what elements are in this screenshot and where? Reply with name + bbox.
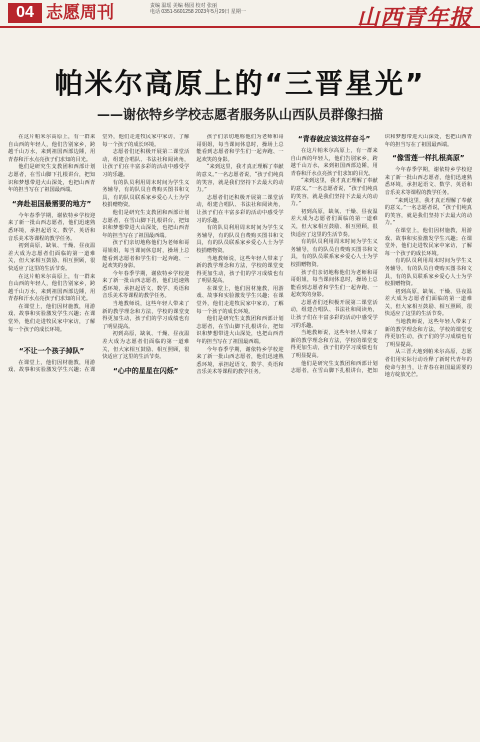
paragraph: 他们是研究生支教团和西部计划志愿者，在雪山脚下扎根讲台，把知识和梦想带进大山深处，也把山西青年的担当写在了祖国最西端。	[196, 316, 284, 346]
paragraph: 有的队员利用周末时间为学生义务辅导，有的队员自费购买图书和文具，有的队员联系家乡爱心人士为学校捐赠物资。	[196, 225, 284, 254]
paragraph: 从三晋大地到帕米尔高原，志愿者们用实际行动诠释了新时代青年的使命与担当，让青春在祖国最需要的地方绽放光芒。	[384, 349, 472, 379]
paragraph: 志愿者们还积极开展第二课堂活动，组建合唱队、书法社和阅读角，让孩子们在丰富多彩的活动中感受学习的乐趣。	[102, 149, 190, 178]
editor-credits	[150, 3, 300, 15]
paragraph: 初到高原，缺氧、干燥、昼夜温差大成为志愿者们面临的第一道难关，但大家相互鼓励、相互照顾，很快适应了这里的生活节奏。	[102, 331, 190, 361]
newspaper-logo: 山西青年报	[356, 5, 472, 31]
paragraph: 初到高原，缺氧、干燥、昼夜温差大成为志愿者们面临的第一道难关，但大家相互鼓励、相互照顾，很快适应了这里的生活节奏。	[8, 243, 96, 272]
paragraph: 初到高原，缺氧、干燥、昼夜温差大成为志愿者们面临的第一道难关，但大家相互鼓励、相互照顾，很快适应了这里的生活节奏。	[384, 288, 472, 318]
paragraph: “来到这里，我才真正理解了奉献的意义。”一名志愿者说，“孩子们纯真的笑容，就是我们坚持下去最大的动力。”	[384, 197, 472, 227]
paragraph: 有的队员利用周末时间为学生义务辅导，有的队员自费购买图书和文具，有的队员联系家乡爱心人士为学校捐赠物资。	[290, 239, 378, 268]
paragraph: 志愿者们还积极开展第二课堂活动，组建合唱队、书法社和阅读角，让孩子们在丰富多彩的活动中感受学习的乐趣。	[290, 299, 378, 329]
paragraph: 在课堂上，他们因材施教，用游戏、故事和实验激发学生兴趣；在课堂外，他们走进牧民家中家访，了解每一个孩子的成长环境。	[384, 227, 472, 257]
paragraph: 孩子们亲切地称他们为老师和哥哥姐姐，每当课间休息时，操场上总能看到志愿者和学生们一起奔跑、一起欢笑的身影。	[290, 269, 378, 299]
paragraph: 在课堂上，他们因材施教，用游戏、故事和实验激发学生兴趣；在课堂外，他们走进牧民家中家访，了解每一个孩子的成长环境。	[8, 134, 190, 374]
section-heading: “心中的星星在闪烁”	[113, 366, 179, 375]
editor-line: 责编 温瑶 美编 杨园 校对 张丽	[150, 3, 217, 9]
paragraph: 今年春季学期，谢依特乡学校迎来了新一批山西志愿者，他们迅速熟悉环境，承担起语文、数学、英语和音乐美术等课程的教学任务。	[196, 346, 284, 376]
article-headline: 帕米尔高原上的“三晋星光”	[54, 67, 426, 100]
paragraph: “来到这里，我才真正理解了奉献的意义。”一名志愿者说，“孩子们纯真的笑容，就是我们坚持下去最大的动力。”	[196, 164, 284, 194]
article-body	[8, 134, 472, 736]
paragraph: 在课堂上，他们因材施教，用游戏、故事和实验激发学生兴趣；在课堂外，他们走进牧民家中家访，了解每一个孩子的成长环境。	[196, 285, 284, 315]
section-heading: “不让一个孩子掉队”	[18, 346, 85, 355]
date-line: 电话 0351-5601258 2023年5月29日 星期一	[150, 9, 246, 15]
masthead	[0, 0, 480, 31]
paragraph: 当地教师说，这些年轻人带来了新的教学理念和方法，学校的课堂变得更加生动，孩子们的学习成绩也有了明显提高。	[384, 319, 472, 348]
paragraph: 孩子们亲切地称他们为老师和哥哥姐姐，每当课间休息时，操场上总能看到志愿者和学生们一起奔跑、一起欢笑的身影。	[196, 134, 284, 163]
paragraph: 志愿者们还积极开展第二课堂活动，组建合唱队、书法社和阅读角，让孩子们在丰富多彩的活动中感受学习的乐趣。	[196, 194, 284, 224]
paragraph: 在这片帕米尔高原上，有一群来自山西的年轻人，他们告别家乡，跨越千山万水，来到祖国西部边陲，用青春和汗水点亮孩子们求知的目光。	[8, 273, 96, 303]
paragraph: 在这片帕米尔高原上，有一群来自山西的年轻人，他们告别家乡，跨越千山万水，来到祖国西部边陲，用青春和汗水点亮孩子们求知的目光。	[290, 148, 378, 177]
paragraph: 今年春季学期，谢依特乡学校迎来了新一批山西志愿者，他们迅速熟悉环境，承担起语文、数学、英语和音乐美术等课程的教学任务。	[384, 167, 472, 196]
paragraph: 今年春季学期，谢依特乡学校迎来了新一批山西志愿者，他们迅速熟悉环境，承担起语文、数学、英语和音乐美术等课程的教学任务。	[102, 270, 190, 300]
paragraph: 孩子们亲切地称他们为老师和哥哥姐姐，每当课间休息时，操场上总能看到志愿者和学生们一起奔跑、一起欢笑的身影。	[102, 240, 190, 270]
section-heading: “奔赴祖国最需要的地方”	[11, 199, 92, 208]
paragraph: 当地教师说，这些年轻人带来了新的教学理念和方法，学校的课堂变得更加生动，孩子们的学习成绩也有了明显提高。	[102, 301, 190, 330]
paragraph: 他们是研究生支教团和西部计划志愿者，在雪山脚下扎根讲台，把知识和梦想带进大山深处，也把山西青年的担当写在了祖国最西端。	[102, 209, 190, 239]
article-subhead: ——谢依特乡学校志愿者服务队山西队员群像扫描	[96, 108, 383, 123]
paragraph: 今年春季学期，谢依特乡学校迎来了新一批山西志愿者，他们迅速熟悉环境，承担起语文、数学、英语和音乐美术等课程的教学任务。	[8, 212, 96, 242]
section-title: 志愿周刊	[46, 3, 114, 23]
paragraph: 有的队员利用周末时间为学生义务辅导，有的队员自费购买图书和文具，有的队员联系家乡爱心人士为学校捐赠物资。	[102, 179, 190, 209]
paragraph: 在课堂上，他们因材施教，用游戏、故事和实验激发学生兴趣；在课堂外，他们走进牧民家中家访，了解每一个孩子的成长环境。	[8, 303, 96, 333]
section-heading: “青春就应该这样奋斗”	[298, 135, 371, 143]
paragraph: 他们是研究生支教团和西部计划志愿者，在雪山脚下扎根讲台，把知识和梦想带进大山深处，也把山西青年的担当写在了祖国最西端。	[8, 164, 96, 194]
section-heading: “像雪莲一样扎根高原”	[392, 154, 465, 163]
paragraph: 有的队员利用周末时间为学生义务辅导，有的队员自费购买图书和文具，有的队员联系家乡爱心人士为学校捐赠物资。	[384, 258, 472, 288]
page-number: 04	[8, 3, 42, 23]
paragraph: “来到这里，我才真正理解了奉献的意义。”一名志愿者说，“孩子们纯真的笑容，就是我们坚持下去最大的动力。”	[290, 178, 378, 208]
paragraph: 初到高原，缺氧、干燥、昼夜温差大成为志愿者们面临的第一道难关，但大家相互鼓励、相互照顾，很快适应了这里的生活节奏。	[290, 208, 378, 238]
paragraph: 当地教师说，这些年轻人带来了新的教学理念和方法，学校的课堂变得更加生动，孩子们的学习成绩也有了明显提高。	[196, 255, 284, 285]
paragraph: 在这片帕米尔高原上，有一群来自山西的年轻人，他们告别家乡，跨越千山万水，来到祖国西部边陲，用青春和汗水点亮孩子们求知的目光。	[8, 134, 96, 163]
paragraph: 他们是研究生支教团和西部计划志愿者，在雪山脚下扎根讲台，把知识和梦想带进大山深处，也把山西青年的担当写在了祖国最西端。	[290, 134, 472, 375]
paragraph: 当地教师说，这些年轻人带来了新的教学理念和方法，学校的课堂变得更加生动，孩子们的学习成绩也有了明显提高。	[290, 330, 378, 360]
